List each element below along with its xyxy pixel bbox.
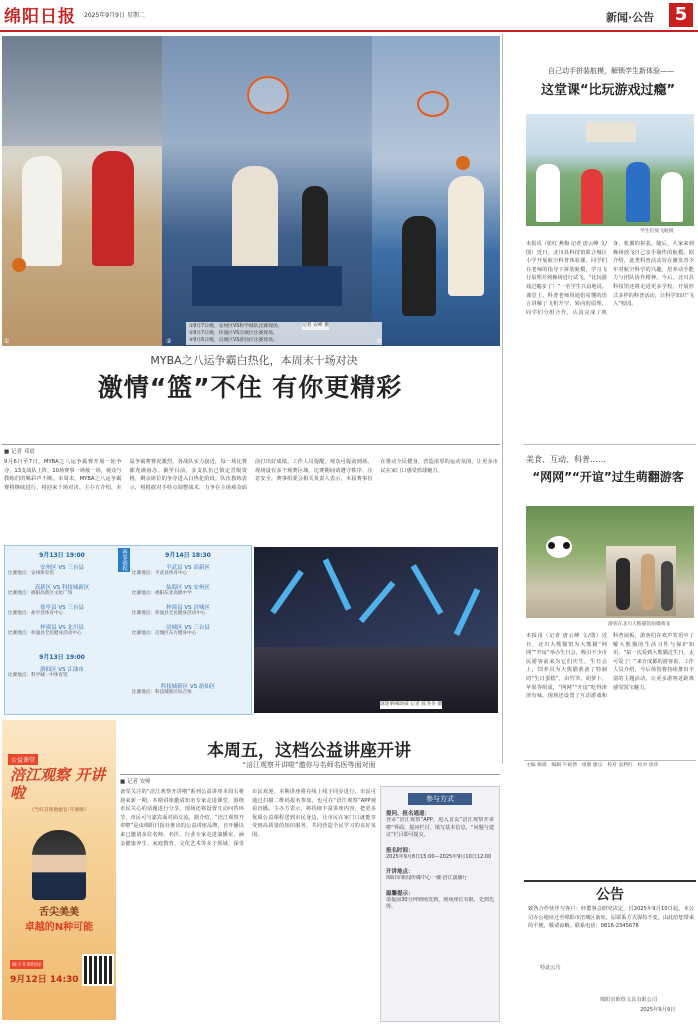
lecture-subhead: “涪江观察开讲啦”邀你与名师名医等面对面: [242, 761, 376, 769]
schedule-game: 游仙区 VS 江油市 比赛地点：科学城一中体育馆: [8, 667, 84, 678]
participation-item: 温馨提示： 请提前30分钟到场签到，现场座位有限，先到先得。: [386, 890, 494, 910]
participation-title: 参与方式: [408, 793, 472, 805]
page-number: 5: [669, 3, 693, 27]
right-body-2: 本报讯（记者 唐云峰 文/图）近日，北川大熊猫馆为大熊猫“网网”“开谊”举办生日会，吸引不少市民游客前来为它们庆生。生日会上，饲养员为大熊猫准备了特制的“生日蛋糕”，由竹笋、胡萝卜、苹果等组成，“网网”“开谊”吃得津津有味。现场还设置了互动游戏和科普展板，游客们在欢声笑语中了解大熊猫的生活习性与保护知识。“第一次看到大熊猫过生日，太可爱了！”来自成都的游客说。工作人员介绍，今后场馆将持续推出丰富的主题活动，让更多游客近距离感受国宝魅力。: [526, 633, 694, 700]
schedule-game: 仙海区 VS 安州区 比赛地点：绵阳东北高级中学: [132, 585, 210, 596]
poster-name: 舌尖美美: [39, 907, 79, 918]
editor-credits: 主编 梅嵩 编辑 牛硕倩 组版 廖宗 校对 袁利红 检对 徐萍: [526, 763, 659, 768]
panda-caption: 游客在北川大熊猫馆拍摄萌宠: [608, 622, 671, 627]
poster-title: 涪江观察 开讲啦: [10, 766, 106, 802]
schedule-game: 安州区 VS 三台县 比赛地点：安州体育馆: [8, 565, 84, 576]
participation-item: 开讲地点： 绵阳市新闻传媒中心一楼·涪江演播厅: [386, 869, 468, 881]
schedule-day-2: [132, 550, 244, 643]
schedule-game: 梓潼县 VS 涪城区 比赛地点：梓潼县全民健身活动中心: [132, 605, 210, 616]
photo-number-2: ②: [166, 338, 172, 345]
poster-brand: 公益课堂: [8, 754, 38, 765]
masthead-rule: [0, 30, 698, 32]
lecture-rule: [120, 774, 500, 775]
right-rule-2: [524, 760, 696, 761]
poster-date-label: 线下开讲时间: [10, 960, 43, 969]
article-body: 9月6日至7日，MYBA之八运争霸赛开展一轮争夺，13支战队上阵，10场赛事一场接一场，观众与教练们的喝彩声不断。本周末，MYBA之八运争霸赛将继续进行，将迎来十场对决。主办方介绍，本届争霸赛赛况激烈，各战队实力接近，每一场比赛都充满悬念。截至目前，多支队伍已锁定晋级资格，剩余席位的争夺进入白热化阶段。队伍教练表示，将根据对手特点调整战术，力争在主场观众面前打出好成绩。工作人员提醒，观众可提前到场，现场设有多个观赛区域，比赛期间请遵守秩序、注意安全。赛事组委会相关负责人表示，本届赛事旨在推动全民健身，营造浓厚的运动氛围，让更多市民在家门口感受篮球魅力。: [4, 459, 498, 491]
poster-tagline: 《当好首席数据官·开课啦》: [29, 808, 89, 813]
caption-credit: 记者 安峥 摄: [302, 323, 330, 328]
article-kicker: MYBA之八运争霸白热化，本周末十场对决: [150, 354, 358, 367]
caption-line-2: ②9月7日晚，梓潼区VS涪城区比赛现场。: [189, 331, 278, 336]
panda-photo: [526, 506, 694, 618]
notice-title: 公告: [596, 887, 624, 903]
crowd-photo: [254, 547, 498, 713]
basketball-photo-3: [372, 36, 500, 346]
notice-body: 致各合作伙伴与客户：经董事会研究决定，自2025年9月10日起，本公司办公地址迁至绵阳市涪城区新址，原联系方式保持不变。由此给您带来的不便，敬请谅解。联系电话：0816-2345678: [528, 906, 694, 930]
right-headline-1: 这堂课“比玩游戏过瘾”: [540, 83, 676, 98]
column-divider: [502, 34, 503, 764]
basketball-photo-2: [162, 36, 372, 346]
right-kicker-2: 美食、互动、科普……: [526, 455, 606, 464]
masthead-logo: 绵阳日报: [4, 7, 76, 27]
participation-box: [380, 786, 500, 1022]
notice-company: 绵阳市欧欣文具有限公司: [600, 997, 658, 1003]
photo-number-1: ①: [4, 338, 10, 345]
lecture-body: 备受关注的“涪江观察开讲啦”系列公益讲座本周五将迎来新一期。本期讲座邀请知名专家走进课堂，围绕市民关心的话题进行分享，现场还将设置互动问答环节，市民可与嘉宾面对面交流。据介绍，“涪江观察开讲啦”是由绵阳日报社推出的公益讲座品牌，自开播以来已邀请多位名师、名医、行业专家走进演播室，涵盖健康养生、家庭教育、文化艺术等多个领域，深受市民欢迎。本期讲座将在线上线下同步进行，市民可通过扫描二维码报名参加，也可在“涪江观察”APP观看直播。主办方表示，将持续丰富讲座内容，把更多优质公益课程送到市民身边，让市民在家门口就能享受到高质量的知识服务，共同营造全民学习的良好氛围。: [120, 789, 376, 847]
lecture-headline: 本周五，这档公益讲座开讲: [207, 741, 411, 761]
schedule-game: 高新区 VS 科技城新区 比赛地点：绵阳高新区文化广场: [8, 585, 90, 596]
participation-item: 报名时间： 2025年9月8日15:00—2025年9月10日12:00: [386, 847, 492, 860]
schedule-date: 9月13日 19:00: [39, 654, 85, 661]
photo-captions: [186, 322, 382, 345]
right-rule-1: [524, 444, 696, 445]
masthead-date: 2025年9月9日 星期二: [84, 12, 145, 19]
model-plane-caption: 学生们放飞航模: [640, 229, 674, 234]
schedule-label: 赛事赛程: [118, 548, 130, 572]
qr-code-icon[interactable]: [82, 954, 114, 986]
schedule-day-1: [8, 550, 116, 643]
crowd-caption: 球迷呐喊助威 记者 陈冬冬 摄: [380, 702, 443, 707]
poster-date: 9月12日 14:30: [10, 975, 79, 985]
article-headline: 激情“篮”不住 有你更精彩: [97, 373, 403, 402]
schedule-game: 涪城区 VS 三台县 比赛地点：涪城区东方健身中心: [132, 625, 210, 636]
schedule-date: 9月13日 19:00: [39, 552, 85, 559]
basketball-photo-1: [2, 36, 162, 346]
schedule-game: 梓潼县 VS 北川县 比赛地点：梓潼县全民健身活动中心: [8, 625, 84, 636]
schedule-day-3: [8, 652, 116, 685]
caption-line-3: ③9月6日晚，涪城区VS游仙区比赛现场。: [189, 338, 278, 343]
notice-sign: 特此公告: [540, 965, 561, 971]
right-body-1: 本报讯（张红 燕梅 记者 唐云峰 文/图）近日，北川县科技馆联合城区小学开展航空科普体验课，同学们在老师的指导下拼装航模、学习飞行原理并到操场进行试飞。“比玩游戏过瘾多了！”一名学生兴奋地说。课堂上，科普老师用通俗易懂的语言讲解了飞机升空、转向的原理，同学们分组合作，认真完成了机身、机翼的拼装。随后，大家来到操场放飞自己亲手制作的航模。据介绍，此类科普活动旨在激发青少年对航空科学的兴趣，培养动手能力与团队协作精神。今后，北川县科技馆还将走进更多学校，开展形式多样的科普活动，让科学知识“飞入”校园。: [526, 241, 694, 316]
right-headline-2: “网网”“开谊”过生萌翻游客: [532, 470, 684, 484]
caption-line-1: ①9月7日晚，安州区VS科学城队比赛现场。: [189, 324, 283, 329]
model-plane-photo: [526, 114, 694, 226]
article-byline: ■ 记者 邓晨: [4, 449, 35, 455]
schedule-game: 平武县 VS 高新区 比赛地点：平武县体育中心: [132, 565, 210, 576]
section-label: 新闻·公告: [606, 11, 655, 24]
lecture-poster: [2, 720, 116, 1020]
right-kicker-1: 自己动手拼装航模，解锁学生新体验——: [548, 67, 674, 75]
poster-subtitle: 卓越的N种可能: [24, 922, 94, 933]
notice-date: 2025年9月9日: [640, 1007, 676, 1013]
poster-avatar: [32, 830, 86, 900]
headline-rule: [2, 444, 500, 445]
schedule-game: 科技城新区 VS 游仙区 比赛地点：科技城新区综合体: [132, 684, 216, 695]
participation-item: 提问、报名通道： 登录“涪江观察”APP，进入首页“涪江观察开讲啦”界面，提问栏目，填写基本信息，“问题与建议”栏目即可提交。: [386, 811, 494, 838]
schedule-game: 盐亭县 VS 三台县 比赛地点：盐亭县体育中心: [8, 605, 84, 616]
schedule-day-3-extra: [132, 682, 244, 696]
schedule-date: 9月14日 18:30: [165, 552, 211, 559]
lecture-byline: ■ 记者 安峥: [120, 779, 151, 785]
